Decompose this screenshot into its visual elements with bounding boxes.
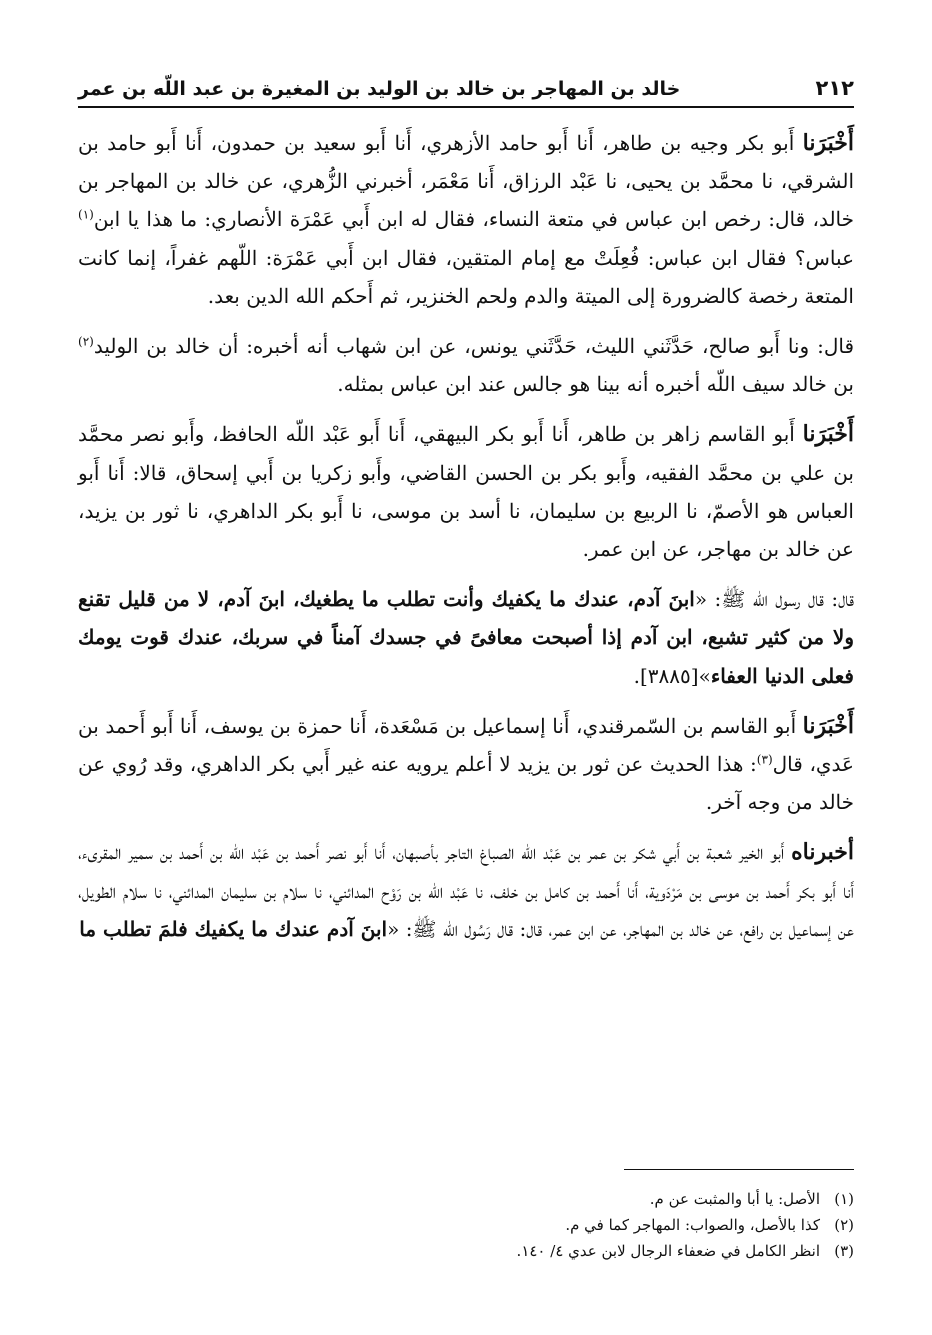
footnote-number: (٣) xyxy=(834,1242,854,1260)
paragraph-text: أَبو الخير شعبة بن أَبي شكر بن عمر بن عَبْد اللّه الصباغ التاجر بأصبهان، أَنا أَبو نصر أَحمد بن عَبْد اللّه بن أَحمد بن سمير المقرىء، أَنا أَبو بكر أَحمد بن موسى بن مَرْدَوية، أَنا أَحمد بن كامل بن خلف، نا عَبْد اللّه بن رَوْح المدائني، نا سلام بن سليمان المدائني، نا سلام الطويل، عن إسماعيل بن رافع، عن خالد بن المهاجر، عن ابن عمر، قال: قال رَسُول الله ﷺ: « xyxy=(78,840,854,941)
paragraph xyxy=(78,580,854,695)
page-header xyxy=(78,62,854,108)
footnote-number: (٢) xyxy=(834,1216,854,1234)
paragraph-text: »[٣٨٨٥]. xyxy=(633,663,711,688)
hadith-text: ابنَ آدم عندك ما يكفيك فلمَ تطلب ما xyxy=(79,916,388,941)
footnote-ref: (١) xyxy=(78,207,94,222)
paragraph-text: قال: ونا أَبو صالح، حَدَّثَني الليث، حَدَّثَني يونس، عن ابن شهاب أنه أخبره: أن خالد بن الوليد xyxy=(93,334,854,359)
footnote-text: انظر الكامل في ضعفاء الرجال لابن عدي ٤/ ١٤٠. xyxy=(516,1242,820,1260)
hadith-text: ابنَ آدم، عندك ما يكفيك وأنت تطلب ما يطغيك، ابنَ آدم، لا من قليل تقنع ولا من كثير تشبع، ابن آدم إذا أصبحت معافىً في جسدك آمناً في سربك، عندك قوت يومك فعلى الدنيا العفاء xyxy=(78,587,854,688)
footnote-number: (١) xyxy=(834,1190,854,1208)
paragraph xyxy=(78,833,854,948)
paragraph-text: قال: قال رسول الله ﷺ: « xyxy=(694,587,855,612)
body-text xyxy=(78,124,854,960)
paragraph xyxy=(78,124,854,315)
footnote-ref: (٢) xyxy=(78,334,94,349)
running-title: خالد بن المهاجر بن خالد بن الوليد بن المغيرة بن عبد اللّه بن عمر xyxy=(78,78,681,100)
paragraph xyxy=(78,327,854,403)
page-number: ٢١٢ xyxy=(815,76,854,100)
paragraph-lead: أخبرناه xyxy=(791,839,854,866)
paragraph-text: أَبو بكر وجيه بن طاهر، أَنا أَبو حامد الأزهري، أَنا أَبو سعيد بن حمدون، أَنا أَبو حامد بن الشرقي، نا محمَّد بن يحيى، نا عَبْد الرزاق، أَنا مَعْمَر، أخبرني الزُّهري، عن خالد بن المهاجر بن خالد، قال: رخص ابن عباس في متعة النساء، فقال له ابن أَبي عَمْرَة الأنصاري: ما هذا يا ابن xyxy=(78,131,854,232)
footnote xyxy=(78,1186,854,1212)
footnote xyxy=(78,1212,854,1238)
paragraph-text: أَبو القاسم زاهر بن طاهر، أَنا أَبو بكر البيهقي، أَنا أَبو عَبْد اللّه الحافظ، وأَبو نصر محمَّد بن علي بن محمَّد الفقيه، وأَبو بكر بن الحسن القاضي، وأَبو زكريا بن أَبي إسحاق، قالا: أَنا أَبو العباس هو الأصمّ، نا الربيع بن سليمان، نا أسد بن موسى، نا أَبو بكر الداهري، نا ثور بن يزيد، عن خالد بن مهاجر، عن ابن عمر. xyxy=(78,422,854,562)
paragraph-lead: أَخْبَرَنا xyxy=(802,421,854,448)
footnote-ref: (٣) xyxy=(756,752,773,767)
footnote-text: كذا بالأصل، والصواب: المهاجر كما في م. xyxy=(565,1216,820,1234)
paragraph-text: : هذا الحديث عن ثور بن يزيد لا أعلم يرويه عنه غير أَبي بكر الداهري، وقد رُوي عن خالد من وجه آخر. xyxy=(78,752,854,815)
paragraph xyxy=(78,707,854,822)
paragraph-lead: أَخْبَرَنا xyxy=(802,712,854,739)
footnote-text: الأصل: يا أبا والمثبت عن م. xyxy=(649,1190,820,1208)
paragraph xyxy=(78,415,854,568)
paragraph-text: أَبو القاسم بن السّمرقندي، أَنا إسماعيل بن مَسْعَدة، أَنا حمزة بن يوسف، أَنا أَبو أَحمد بن عَدي، قال xyxy=(78,713,854,777)
paragraph-text: بن خالد سيف اللّه أخبره أنه بينا هو جالس عند ابن عباس بمثله. xyxy=(337,372,854,397)
paragraph-lead: أَخْبَرَنا xyxy=(802,130,854,156)
footnote xyxy=(78,1238,854,1264)
paragraph-text: عباس؟ فقال ابن عباس: فُعِلَتْ مع إمام المتقين، فقال ابن أَبي عَمْرَة: اللّهم غفراً، إنما كانت المتعة رخصة كالضرورة إلى الميتة والدم ولحم الخنزير، ثم أَحكم الله الدين بعد. xyxy=(78,245,854,308)
footnote-divider xyxy=(624,1169,854,1170)
footnotes xyxy=(78,1186,854,1264)
